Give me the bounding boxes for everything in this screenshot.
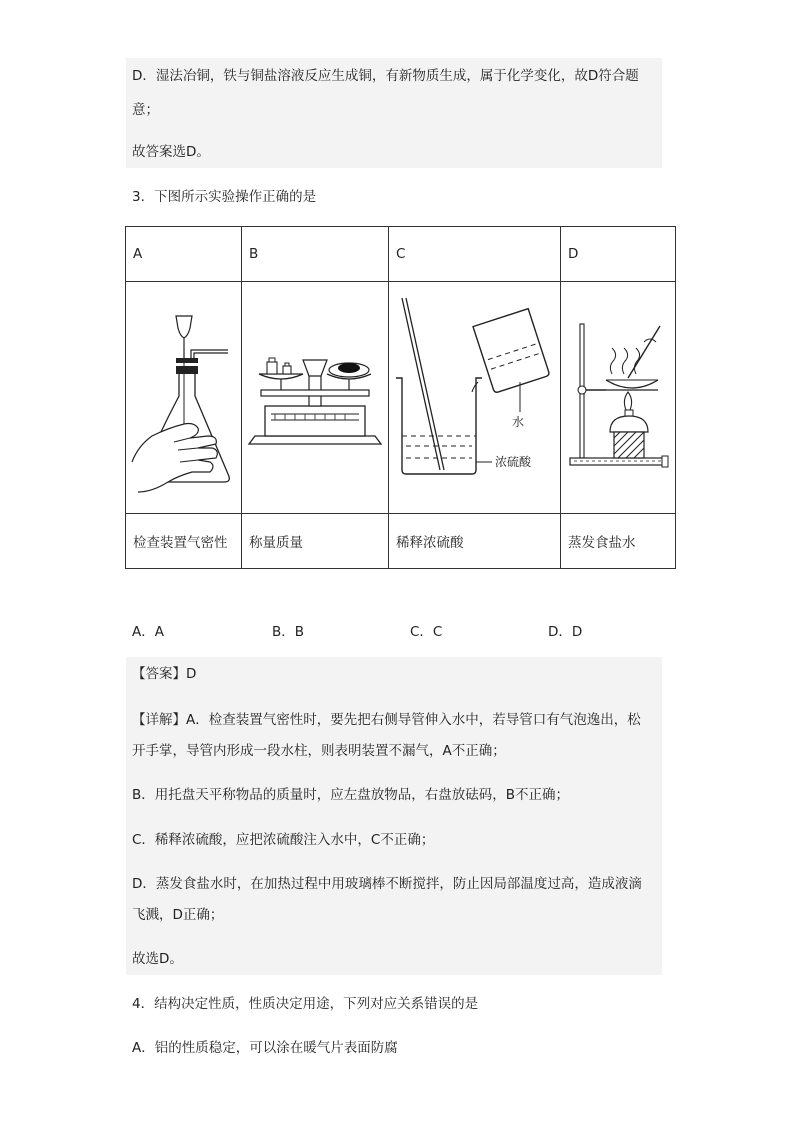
explanation-b: B．用托盘天平称物品的质量时，应左盘放物品，右盘放砝码，B不正确；: [132, 787, 570, 803]
explanation-a-line-1: 【详解】A．检查装置气密性时，要先把右侧导管伸入水中，若导管口有气泡逸出，松: [132, 712, 641, 728]
header-c: C: [389, 227, 561, 282]
explanation-d-line-2: 飞溅，D正确；: [132, 907, 224, 923]
header-d: D: [561, 227, 676, 282]
option-d: D．D: [548, 624, 583, 640]
explanation-c: C．稀释浓硫酸，应把浓硫酸注入水中，C不正确；: [132, 832, 435, 848]
caption-b: 称量质量: [242, 514, 389, 569]
explanation-a-line-2: 开手掌，导管内形成一段水柱，则表明装置不漏气，A不正确；: [132, 743, 506, 759]
question-4-option-a: A．铝的性质稳定，可以涂在暖气片表面防腐: [132, 1040, 398, 1056]
question-3-table: [125, 226, 676, 569]
answer-background: [126, 657, 662, 975]
flask-airtightness-figure: [128, 286, 240, 506]
figure-a-cell: [126, 282, 242, 514]
option-b: B．B: [272, 624, 305, 640]
explanation-d-line-1: D．蒸发食盐水时，在加热过程中用玻璃棒不断搅拌，防止因局部温度过高，造成液滴: [132, 876, 642, 892]
caption-d: 蒸发食盐水: [561, 514, 676, 569]
figure-d-cell: [561, 282, 676, 514]
caption-a: 检查装置气密性: [126, 514, 242, 569]
option-a: A．A: [132, 624, 164, 640]
prev-answer-line-1: D．湿法冶铜，铁与铜盐溶液反应生成铜，有新物质生成，属于化学变化，故D符合题: [132, 68, 639, 84]
concentrated-acid-label: 浓硫酸: [495, 454, 532, 469]
balance-weighing-figure: [245, 286, 385, 506]
question-3-stem: 3．下图所示实验操作正确的是: [132, 189, 317, 205]
evaporation-figure: [562, 286, 674, 506]
figure-b-cell: [242, 282, 389, 514]
water-label: 水: [512, 414, 525, 429]
option-c: C．C: [410, 624, 443, 640]
dilute-acid-figure: [392, 286, 557, 506]
prev-answer-line-2: 意；: [132, 102, 159, 118]
header-a: A: [126, 227, 242, 282]
prev-answer-conclusion: 故答案选D。: [132, 144, 210, 160]
header-b: B: [242, 227, 389, 282]
question-4-stem: 4．结构决定性质，性质决定用途，下列对应关系错误的是: [132, 996, 479, 1012]
figure-c-cell: [389, 282, 561, 514]
explanation-conclusion: 故选D。: [132, 951, 183, 967]
caption-c: 稀释浓硫酸: [389, 514, 561, 569]
answer-line: 【答案】D: [132, 666, 197, 682]
